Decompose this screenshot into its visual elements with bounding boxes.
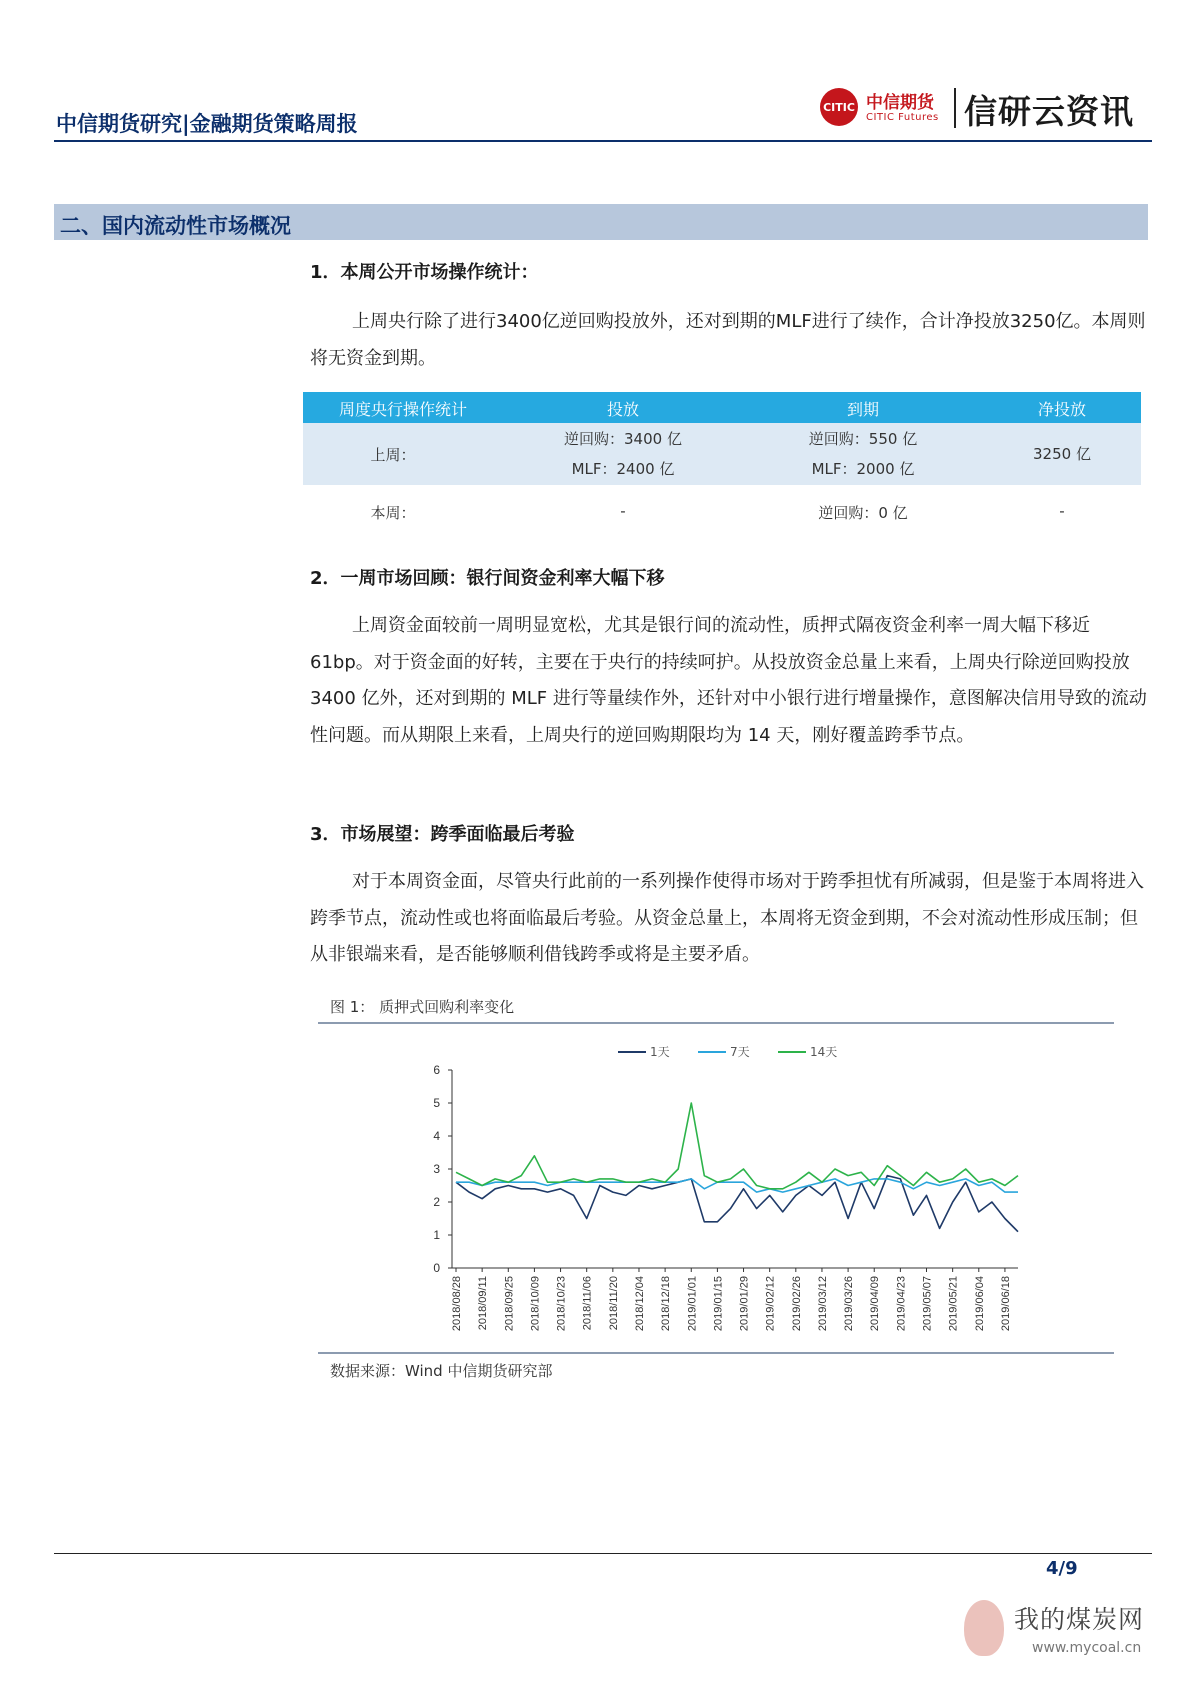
x-tick-label: 2019/03/12 bbox=[816, 1276, 829, 1332]
x-tick-label: 2018/11/20 bbox=[607, 1276, 620, 1331]
series-line-3 bbox=[456, 1103, 1018, 1189]
x-tick-label: 2019/01/29 bbox=[738, 1276, 751, 1332]
legend-label: 14天 bbox=[810, 1045, 838, 1059]
page-number: 4/9 bbox=[1046, 1558, 1078, 1579]
x-tick-label: 2018/11/06 bbox=[581, 1276, 594, 1331]
table-cell-label: 上周： bbox=[370, 446, 416, 464]
paragraph-3: 对于本周资金面，尽管央行此前的一系列操作使得市场对于跨季担忧有所减弱，但是鉴于本周将进入跨季节点，流动性或也将面临最后考验。从资金总量上，本周将无资金到期，不会对流动性形成压制；但从非银端来看，是否能够顺利借钱跨季或将是主要矛盾。 bbox=[310, 871, 1144, 965]
x-tick-label: 2018/12/04 bbox=[633, 1276, 646, 1332]
y-tick-label: 6 bbox=[433, 1063, 440, 1077]
table-cell: 3250 亿 bbox=[1033, 445, 1091, 463]
brand-name: 信研云资讯 bbox=[964, 92, 1134, 131]
logo-chinese-name: 中信期货 bbox=[866, 93, 934, 113]
table-cell: 逆回购：3400 亿 bbox=[564, 430, 682, 448]
figure-title: 图 1： 质押式回购利率变化 bbox=[330, 998, 515, 1016]
table-cell-label: 本周： bbox=[370, 504, 416, 522]
x-tick-label: 2018/10/09 bbox=[529, 1276, 542, 1332]
y-tick-label: 3 bbox=[433, 1162, 440, 1176]
section-title: 二、国内流动性市场概况 bbox=[60, 214, 291, 238]
figure-bottom-rule bbox=[318, 1352, 1114, 1354]
figure-source: 数据来源：Wind 中信期货研究部 bbox=[330, 1362, 553, 1380]
y-tick-label: 4 bbox=[433, 1129, 440, 1143]
table-header-cell: 投放 bbox=[606, 400, 639, 419]
table-cell: 逆回购：0 亿 bbox=[818, 504, 908, 522]
report-header-title: 中信期货研究|金融期货策略周报 bbox=[56, 112, 358, 136]
y-tick-label: 1 bbox=[433, 1228, 440, 1242]
x-tick-label: 2019/02/26 bbox=[790, 1276, 803, 1332]
figure-top-rule bbox=[318, 1022, 1114, 1024]
footer-rule bbox=[54, 1553, 1152, 1554]
y-tick-label: 5 bbox=[433, 1096, 440, 1110]
header-rule bbox=[54, 140, 1152, 142]
table-header-cell: 周度央行操作统计 bbox=[338, 400, 467, 419]
x-tick-label: 2019/05/21 bbox=[947, 1276, 960, 1332]
x-tick-label: 2018/10/23 bbox=[555, 1276, 568, 1332]
site-watermark bbox=[960, 1596, 1180, 1676]
watermark-text: 我的煤炭网 bbox=[1014, 1605, 1145, 1634]
x-tick-label: 2019/04/09 bbox=[869, 1276, 882, 1332]
y-tick-label: 0 bbox=[433, 1261, 440, 1275]
x-tick-label: 2019/06/18 bbox=[999, 1276, 1012, 1332]
repo-rate-line-chart bbox=[318, 1026, 1114, 1350]
table-cell: 逆回购：550 亿 bbox=[808, 430, 918, 448]
x-tick-label: 2018/12/18 bbox=[660, 1276, 673, 1332]
table-cell: - bbox=[620, 502, 626, 520]
legend-label: 1天 bbox=[650, 1045, 670, 1059]
x-tick-label: 2019/01/01 bbox=[686, 1276, 699, 1332]
subheading-3: 3．市场展望：跨季面临最后考验 bbox=[310, 824, 575, 845]
legend-label: 7天 bbox=[730, 1045, 750, 1059]
x-tick-label: 2018/08/28 bbox=[451, 1276, 463, 1332]
citic-emblem-icon: CITIC bbox=[820, 88, 858, 126]
flame-icon bbox=[964, 1600, 1004, 1656]
x-tick-label: 2019/06/04 bbox=[973, 1276, 986, 1332]
x-tick-label: 2019/04/23 bbox=[895, 1276, 908, 1332]
x-tick-label: 2018/09/11 bbox=[477, 1276, 490, 1331]
logo-divider bbox=[954, 88, 956, 128]
subheading-2: 2．一周市场回顾：银行间资金利率大幅下移 bbox=[310, 568, 665, 589]
citic-logo bbox=[820, 86, 1150, 130]
logo-english-name: CITIC Futures bbox=[866, 112, 939, 123]
x-tick-label: 2019/02/12 bbox=[764, 1276, 777, 1332]
table-cell: MLF：2000 亿 bbox=[811, 460, 915, 478]
table-header-cell: 到期 bbox=[846, 400, 879, 419]
x-tick-label: 2019/01/15 bbox=[712, 1276, 725, 1332]
paragraph-1: 上周央行除了进行3400亿逆回购投放外，还对到期的MLF进行了续作，合计净投放3250亿。本周则将无资金到期。 bbox=[310, 311, 1146, 369]
x-tick-label: 2019/05/07 bbox=[921, 1276, 934, 1332]
x-tick-label: 2019/03/26 bbox=[843, 1276, 856, 1332]
subheading-1: 1．本周公开市场操作统计： bbox=[310, 262, 539, 283]
table-cell: - bbox=[1059, 502, 1065, 520]
section-banner bbox=[54, 204, 1148, 240]
paragraph-2: 上周资金面较前一周明显宽松，尤其是银行间的流动性，质押式隔夜资金利率一周大幅下移近 61bp。对于资金面的好转，主要在于央行的持续呵护。从投放资金总量上来看，上周央行除逆回购投放 3400 亿外，还对到期的 MLF 进行等量续作外，还针对中小银行进行增量操作，意图解决信用导致的流动性问题。而从期限上来看，上周央行的逆回购期限均为 14 天，刚好覆盖跨季节点。 bbox=[310, 615, 1147, 746]
table-header-cell: 净投放 bbox=[1037, 400, 1086, 419]
watermark-url: www.mycoal.cn bbox=[1032, 1640, 1142, 1656]
x-tick-label: 2018/09/25 bbox=[503, 1276, 516, 1332]
table-cell: MLF：2400 亿 bbox=[571, 460, 675, 478]
y-tick-label: 2 bbox=[433, 1195, 440, 1209]
